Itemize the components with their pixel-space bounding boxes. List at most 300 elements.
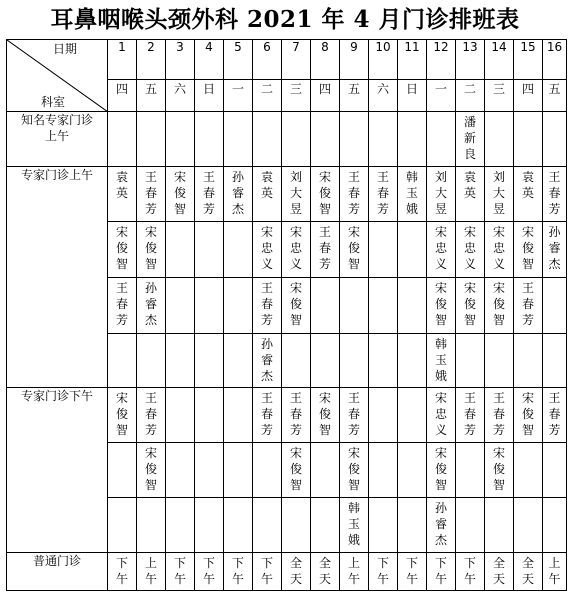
doctor-name <box>231 498 245 500</box>
doctor-name <box>173 334 187 336</box>
weekday-cell: 五 <box>543 80 567 112</box>
doctor-name <box>376 443 390 445</box>
doctor-name <box>231 443 245 445</box>
doctor-name: 宋俊智 <box>144 225 157 271</box>
doctor-name: 宋俊智 <box>115 225 128 271</box>
doctor-name <box>492 498 506 500</box>
schedule-cell <box>166 167 195 222</box>
doctor-name: 全天 <box>521 556 534 586</box>
doctor-name <box>144 498 158 500</box>
doctor-name <box>376 278 390 280</box>
schedule-cell <box>543 222 567 278</box>
doctor-name <box>548 443 562 445</box>
schedule-cell <box>514 498 543 553</box>
doctor-name: 宋俊智 <box>173 170 186 216</box>
schedule-cell <box>224 553 253 591</box>
schedule-cell <box>108 498 137 553</box>
weekday-cell: 六 <box>369 80 398 112</box>
doctor-name: 王春芳 <box>463 391 476 437</box>
doctor-name <box>548 112 562 114</box>
day-number-cell: 6 <box>253 40 282 80</box>
clinic-type-text: 普通门诊 <box>32 554 81 568</box>
schedule-cell <box>514 222 543 278</box>
doctor-name <box>173 443 187 445</box>
doctor-name: 下午 <box>231 556 244 586</box>
doctor-name <box>202 278 216 280</box>
weekday-cell: 二 <box>456 80 485 112</box>
doctor-name: 韩玉娥 <box>405 170 418 216</box>
schedule-cell <box>485 278 514 334</box>
doctor-name: 宋俊智 <box>521 391 534 437</box>
doctor-name <box>260 498 274 500</box>
schedule-cell <box>108 334 137 388</box>
doctor-name <box>115 498 129 500</box>
schedule-cell <box>166 498 195 553</box>
doctor-name: 宋俊智 <box>463 281 476 327</box>
schedule-cell <box>369 222 398 278</box>
day-number-cell: 5 <box>224 40 253 80</box>
schedule-cell <box>195 553 224 591</box>
doctor-name: 王春芳 <box>548 170 561 216</box>
day-number-cell: 16 <box>543 40 567 80</box>
schedule-cell <box>369 112 398 167</box>
schedule-table <box>6 39 567 591</box>
doctor-name <box>347 278 361 280</box>
schedule-cell <box>166 222 195 278</box>
schedule-cell <box>543 278 567 334</box>
weekday-cell: 三 <box>282 80 311 112</box>
schedule-row <box>7 388 567 443</box>
schedule-cell <box>108 278 137 334</box>
doctor-name <box>405 388 419 390</box>
schedule-cell <box>137 222 166 278</box>
weekday-cell: 六 <box>166 80 195 112</box>
weekday-cell: 日 <box>398 80 427 112</box>
day-number-cell: 9 <box>340 40 369 80</box>
doctor-name: 王春芳 <box>289 391 302 437</box>
schedule-cell <box>311 498 340 553</box>
schedule-cell <box>543 334 567 388</box>
schedule-cell <box>456 167 485 222</box>
doctor-name: 王春芳 <box>521 281 534 327</box>
doctor-name <box>492 334 506 336</box>
schedule-cell <box>253 443 282 498</box>
doctor-name <box>260 443 274 445</box>
weekday-cell: 四 <box>311 80 340 112</box>
doctor-name: 下午 <box>405 556 418 586</box>
schedule-cell <box>282 334 311 388</box>
weekday-cell: 四 <box>514 80 543 112</box>
doctor-name: 宋俊智 <box>492 446 505 492</box>
schedule-row <box>7 167 567 222</box>
doctor-name <box>260 112 274 114</box>
doctor-name: 下午 <box>434 556 447 586</box>
doctor-name <box>521 498 535 500</box>
doctor-name: 上午 <box>548 556 561 586</box>
header-corner-cell <box>7 40 108 112</box>
schedule-cell <box>543 112 567 167</box>
schedule-cell <box>137 334 166 388</box>
clinic-type-label <box>7 112 108 167</box>
doctor-name <box>376 334 390 336</box>
doctor-name <box>289 498 303 500</box>
doctor-name: 孙睿杰 <box>260 337 273 383</box>
doctor-name: 宋忠义 <box>434 391 447 437</box>
doctor-name <box>318 334 332 336</box>
schedule-cell <box>456 112 485 167</box>
weekday-cell: 一 <box>224 80 253 112</box>
doctor-name: 孙睿杰 <box>231 170 244 216</box>
schedule-cell <box>311 334 340 388</box>
doctor-name: 宋忠义 <box>434 225 447 271</box>
doctor-name <box>376 222 390 224</box>
schedule-cell <box>282 388 311 443</box>
schedule-cell <box>253 112 282 167</box>
schedule-cell <box>253 334 282 388</box>
schedule-cell <box>137 553 166 591</box>
doctor-name: 袁英 <box>260 170 273 200</box>
doctor-name <box>173 278 187 280</box>
doctor-name <box>173 222 187 224</box>
doctor-name: 宋俊智 <box>115 391 128 437</box>
schedule-cell <box>340 553 369 591</box>
day-number-cell: 15 <box>514 40 543 80</box>
doctor-name: 孙睿杰 <box>548 225 561 271</box>
schedule-cell <box>514 334 543 388</box>
doctor-name: 王春芳 <box>115 281 128 327</box>
day-number-cell: 11 <box>398 40 427 80</box>
doctor-name <box>173 388 187 390</box>
doctor-name: 下午 <box>463 556 476 586</box>
day-number-cell: 7 <box>282 40 311 80</box>
doctor-name <box>115 334 129 336</box>
schedule-cell <box>224 388 253 443</box>
schedule-cell <box>282 112 311 167</box>
doctor-name: 全天 <box>318 556 331 586</box>
weekday-cell: 三 <box>485 80 514 112</box>
doctor-name <box>463 498 477 500</box>
doctor-name <box>405 443 419 445</box>
doctor-name <box>173 498 187 500</box>
schedule-cell <box>282 498 311 553</box>
weekday-cell: 日 <box>195 80 224 112</box>
weekday-cell: 四 <box>108 80 137 112</box>
doctor-name <box>405 112 419 114</box>
schedule-cell <box>166 112 195 167</box>
schedule-cell <box>253 553 282 591</box>
doctor-name: 宋俊智 <box>434 281 447 327</box>
doctor-name: 韩玉娥 <box>434 337 447 383</box>
schedule-cell <box>398 443 427 498</box>
schedule-cell <box>282 553 311 591</box>
schedule-cell <box>253 388 282 443</box>
doctor-name <box>376 498 390 500</box>
schedule-cell <box>340 388 369 443</box>
schedule-cell <box>137 388 166 443</box>
doctor-name: 宋俊智 <box>318 170 331 216</box>
schedule-cell <box>398 112 427 167</box>
schedule-cell <box>369 278 398 334</box>
doctor-name: 刘大昱 <box>434 170 447 216</box>
schedule-cell <box>427 278 456 334</box>
clinic-type-label <box>7 167 108 388</box>
schedule-cell <box>427 443 456 498</box>
doctor-name <box>202 443 216 445</box>
schedule-cell <box>398 167 427 222</box>
clinic-type-text: 专家门诊上午 <box>21 168 94 182</box>
doctor-name: 王春芳 <box>347 391 360 437</box>
schedule-cell <box>195 443 224 498</box>
doctor-name <box>376 112 390 114</box>
doctor-name <box>318 112 332 114</box>
day-number-cell: 12 <box>427 40 456 80</box>
schedule-cell <box>543 167 567 222</box>
schedule-cell <box>195 334 224 388</box>
schedule-cell <box>311 222 340 278</box>
doctor-name <box>521 112 535 114</box>
doctor-name <box>202 498 216 500</box>
doctor-name: 下午 <box>173 556 186 586</box>
schedule-cell <box>224 278 253 334</box>
doctor-name: 上午 <box>347 556 360 586</box>
doctor-name: 袁英 <box>115 170 128 200</box>
weekday-cell: 五 <box>137 80 166 112</box>
schedule-cell <box>514 278 543 334</box>
doctor-name: 王春芳 <box>202 170 215 216</box>
schedule-cell <box>166 334 195 388</box>
doctor-name: 全天 <box>289 556 302 586</box>
doctor-name <box>405 498 419 500</box>
schedule-cell <box>456 443 485 498</box>
doctor-name: 孙睿杰 <box>434 501 447 547</box>
schedule-cell <box>195 167 224 222</box>
doctor-name <box>521 443 535 445</box>
schedule-cell <box>369 498 398 553</box>
doctor-name <box>289 112 303 114</box>
schedule-cell <box>166 388 195 443</box>
schedule-cell <box>398 388 427 443</box>
schedule-cell <box>340 167 369 222</box>
schedule-cell <box>340 222 369 278</box>
schedule-cell <box>224 443 253 498</box>
schedule-cell <box>137 167 166 222</box>
schedule-cell <box>543 388 567 443</box>
schedule-cell <box>224 112 253 167</box>
schedule-cell <box>456 388 485 443</box>
schedule-cell <box>398 498 427 553</box>
schedule-cell <box>514 388 543 443</box>
schedule-cell <box>427 112 456 167</box>
schedule-cell <box>108 112 137 167</box>
department-header-label: 科室 <box>41 95 66 109</box>
doctor-name: 王春芳 <box>144 170 157 216</box>
schedule-cell <box>166 278 195 334</box>
schedule-cell <box>369 334 398 388</box>
schedule-cell <box>311 443 340 498</box>
schedule-cell <box>485 334 514 388</box>
doctor-name <box>548 334 562 336</box>
schedule-cell <box>108 553 137 591</box>
doctor-name <box>202 388 216 390</box>
schedule-cell <box>195 388 224 443</box>
clinic-type-label <box>7 553 108 591</box>
doctor-name <box>347 334 361 336</box>
day-number-row <box>7 40 567 80</box>
schedule-cell <box>369 167 398 222</box>
schedule-cell <box>485 443 514 498</box>
doctor-name: 王春芳 <box>260 281 273 327</box>
schedule-cell <box>137 443 166 498</box>
doctor-name <box>289 334 303 336</box>
doctor-name <box>405 334 419 336</box>
schedule-cell <box>398 222 427 278</box>
schedule-cell <box>427 498 456 553</box>
schedule-cell <box>485 167 514 222</box>
schedule-cell <box>369 388 398 443</box>
schedule-cell <box>514 167 543 222</box>
doctor-name <box>434 112 448 114</box>
doctor-name: 宋俊智 <box>289 281 302 327</box>
schedule-cell <box>311 112 340 167</box>
doctor-name <box>405 278 419 280</box>
day-number-cell: 2 <box>137 40 166 80</box>
doctor-name <box>231 112 245 114</box>
doctor-name: 宋忠义 <box>492 225 505 271</box>
doctor-name <box>463 443 477 445</box>
schedule-cell <box>195 222 224 278</box>
date-header-label: 日期 <box>52 42 77 56</box>
doctor-name: 潘新良 <box>463 115 476 161</box>
doctor-name <box>548 498 562 500</box>
page-title: 耳鼻咽喉头颈外科 2021 年 4 月门诊排班表 <box>50 6 520 33</box>
doctor-name: 王春芳 <box>548 391 561 437</box>
schedule-cell <box>398 278 427 334</box>
doctor-name <box>347 112 361 114</box>
doctor-name <box>231 334 245 336</box>
schedule-cell <box>195 112 224 167</box>
day-number-cell: 13 <box>456 40 485 80</box>
schedule-cell <box>369 443 398 498</box>
schedule-cell <box>340 498 369 553</box>
schedule-cell <box>340 112 369 167</box>
schedule-cell <box>543 553 567 591</box>
doctor-name <box>144 112 158 114</box>
schedule-cell <box>224 498 253 553</box>
doctor-name: 王春芳 <box>492 391 505 437</box>
doctor-name <box>405 222 419 224</box>
schedule-cell <box>427 553 456 591</box>
doctor-name: 宋俊智 <box>434 446 447 492</box>
clinic-type-text: 知名专家门诊上午 <box>21 113 94 143</box>
day-number-cell: 4 <box>195 40 224 80</box>
schedule-cell <box>311 167 340 222</box>
schedule-cell <box>108 443 137 498</box>
schedule-cell <box>166 553 195 591</box>
doctor-name: 王春芳 <box>144 391 157 437</box>
doctor-name: 宋俊智 <box>289 446 302 492</box>
doctor-name: 上午 <box>144 556 157 586</box>
doctor-name: 袁英 <box>463 170 476 200</box>
schedule-cell <box>137 498 166 553</box>
doctor-name <box>144 334 158 336</box>
doctor-name: 刘大昱 <box>492 170 505 216</box>
schedule-cell <box>514 553 543 591</box>
doctor-name: 韩玉娥 <box>347 501 360 547</box>
schedule-cell <box>253 498 282 553</box>
doctor-name <box>318 498 332 500</box>
doctor-name: 宋俊智 <box>492 281 505 327</box>
day-number-cell: 10 <box>369 40 398 80</box>
schedule-cell <box>340 443 369 498</box>
doctor-name <box>173 112 187 114</box>
doctor-name: 下午 <box>202 556 215 586</box>
doctor-name <box>202 112 216 114</box>
doctor-name <box>231 222 245 224</box>
schedule-cell <box>253 278 282 334</box>
schedule-row <box>7 553 567 591</box>
doctor-name: 全天 <box>492 556 505 586</box>
doctor-name <box>463 334 477 336</box>
schedule-cell <box>282 443 311 498</box>
doctor-name <box>231 388 245 390</box>
schedule-cell <box>137 112 166 167</box>
doctor-name: 宋俊智 <box>144 446 157 492</box>
weekday-cell: 一 <box>427 80 456 112</box>
schedule-cell <box>311 278 340 334</box>
schedule-cell <box>369 553 398 591</box>
schedule-cell <box>456 278 485 334</box>
schedule-cell <box>427 388 456 443</box>
schedule-cell <box>108 388 137 443</box>
day-number-cell: 14 <box>485 40 514 80</box>
day-number-cell: 1 <box>108 40 137 80</box>
doctor-name: 下午 <box>115 556 128 586</box>
schedule-cell <box>137 278 166 334</box>
schedule-cell <box>485 553 514 591</box>
schedule-cell <box>456 334 485 388</box>
schedule-cell <box>340 278 369 334</box>
schedule-cell <box>282 167 311 222</box>
schedule-cell <box>485 498 514 553</box>
doctor-name <box>318 443 332 445</box>
clinic-type-label <box>7 388 108 553</box>
day-number-cell: 3 <box>166 40 195 80</box>
doctor-name <box>115 443 129 445</box>
schedule-cell <box>311 553 340 591</box>
doctor-name: 宋俊智 <box>318 391 331 437</box>
schedule-cell <box>398 553 427 591</box>
doctor-name: 下午 <box>376 556 389 586</box>
doctor-name: 宋俊智 <box>347 225 360 271</box>
schedule-cell <box>456 498 485 553</box>
doctor-name: 王春芳 <box>376 170 389 216</box>
schedule-cell <box>108 222 137 278</box>
schedule-cell <box>224 222 253 278</box>
schedule-cell <box>166 443 195 498</box>
schedule-cell <box>282 222 311 278</box>
schedule-cell <box>108 167 137 222</box>
doctor-name <box>548 278 562 280</box>
doctor-name <box>521 334 535 336</box>
schedule-cell <box>340 334 369 388</box>
schedule-cell <box>427 222 456 278</box>
doctor-name: 下午 <box>260 556 273 586</box>
schedule-cell <box>311 388 340 443</box>
weekday-cell: 五 <box>340 80 369 112</box>
schedule-cell <box>398 334 427 388</box>
doctor-name: 宋忠义 <box>260 225 273 271</box>
doctor-name <box>376 388 390 390</box>
